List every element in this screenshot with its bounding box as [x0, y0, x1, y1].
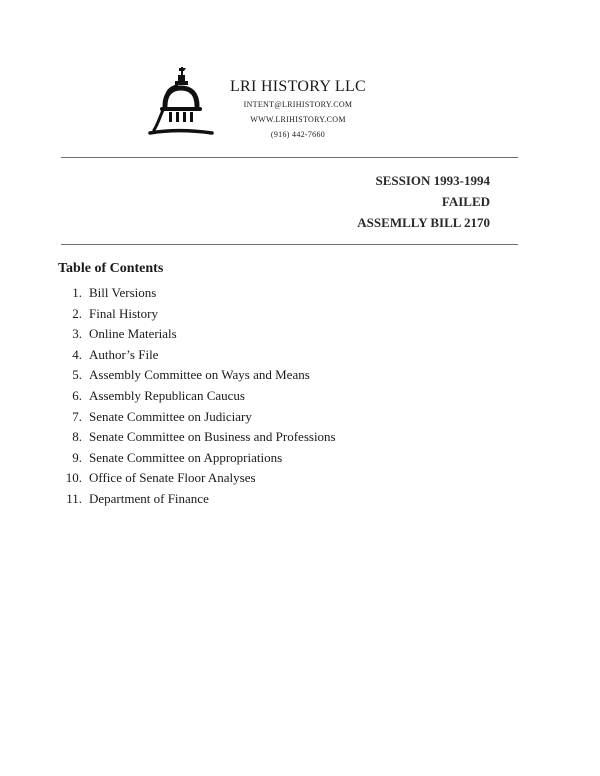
toc-item-number: 8. [72, 429, 82, 445]
toc-item[interactable] [58, 345, 336, 366]
toc-item[interactable] [58, 427, 336, 448]
toc-item-number: 7. [72, 408, 82, 424]
toc-item[interactable] [58, 324, 336, 345]
toc-item-number: 2. [72, 305, 82, 321]
session-label: SESSION 1993-1994 [375, 173, 490, 188]
toc-item-title: Bill Versions [89, 285, 157, 300]
toc-item-number: 5. [72, 367, 82, 383]
company-website[interactable]: WWW.LRIHISTORY.COM [250, 115, 346, 124]
toc-item-number: 10. [65, 470, 82, 486]
toc-item-title: Senate Committee on Appropriations [89, 449, 283, 465]
toc-item-title: Online Materials [89, 326, 177, 342]
toc-item[interactable] [58, 386, 336, 407]
toc-item-title: Office of Senate Floor Analyses [89, 470, 256, 486]
company-name: LRI HISTORY LLC [229, 78, 367, 95]
toc-item-number: 4. [72, 346, 82, 362]
toc-item-number: 3. [72, 326, 82, 342]
toc-item[interactable] [58, 365, 336, 386]
company-email[interactable]: INTENT@LRIHISTORY.COM [243, 100, 353, 109]
toc-item-title: Final History [89, 305, 158, 321]
toc-item-number: 6. [72, 387, 82, 403]
toc-item-title: Department of Finance [89, 490, 209, 506]
toc-item[interactable] [58, 448, 336, 469]
toc-item-number: 9. [72, 449, 82, 465]
capitol-dome-icon [144, 64, 216, 138]
toc-item-title: Senate Committee on Business and Professions [89, 429, 336, 445]
bill-status: FAILED [441, 194, 490, 209]
bottom-divider [61, 244, 518, 245]
company-phone: (916) 442-7660 [270, 130, 326, 139]
toc-item[interactable] [58, 283, 336, 304]
toc-item-number: 11. [66, 490, 82, 506]
toc-item[interactable] [58, 304, 336, 325]
toc-item-number: 1. [72, 285, 82, 300]
toc-item[interactable] [58, 489, 336, 510]
toc-list [58, 283, 336, 510]
toc-item-title: Assembly Committee on Ways and Means [89, 367, 310, 383]
bill-number: ASSEMLLY BILL 2170 [357, 215, 490, 230]
toc-item-title: Author’s File [89, 346, 159, 362]
top-divider [61, 157, 518, 158]
toc-item-title: Senate Committee on Judiciary [89, 408, 252, 424]
toc-item-title: Assembly Republican Caucus [89, 387, 245, 403]
toc-item[interactable] [58, 407, 336, 428]
toc-heading: Table of Contents [58, 261, 164, 276]
toc-item[interactable] [58, 468, 336, 489]
bill-info-block [357, 170, 490, 233]
